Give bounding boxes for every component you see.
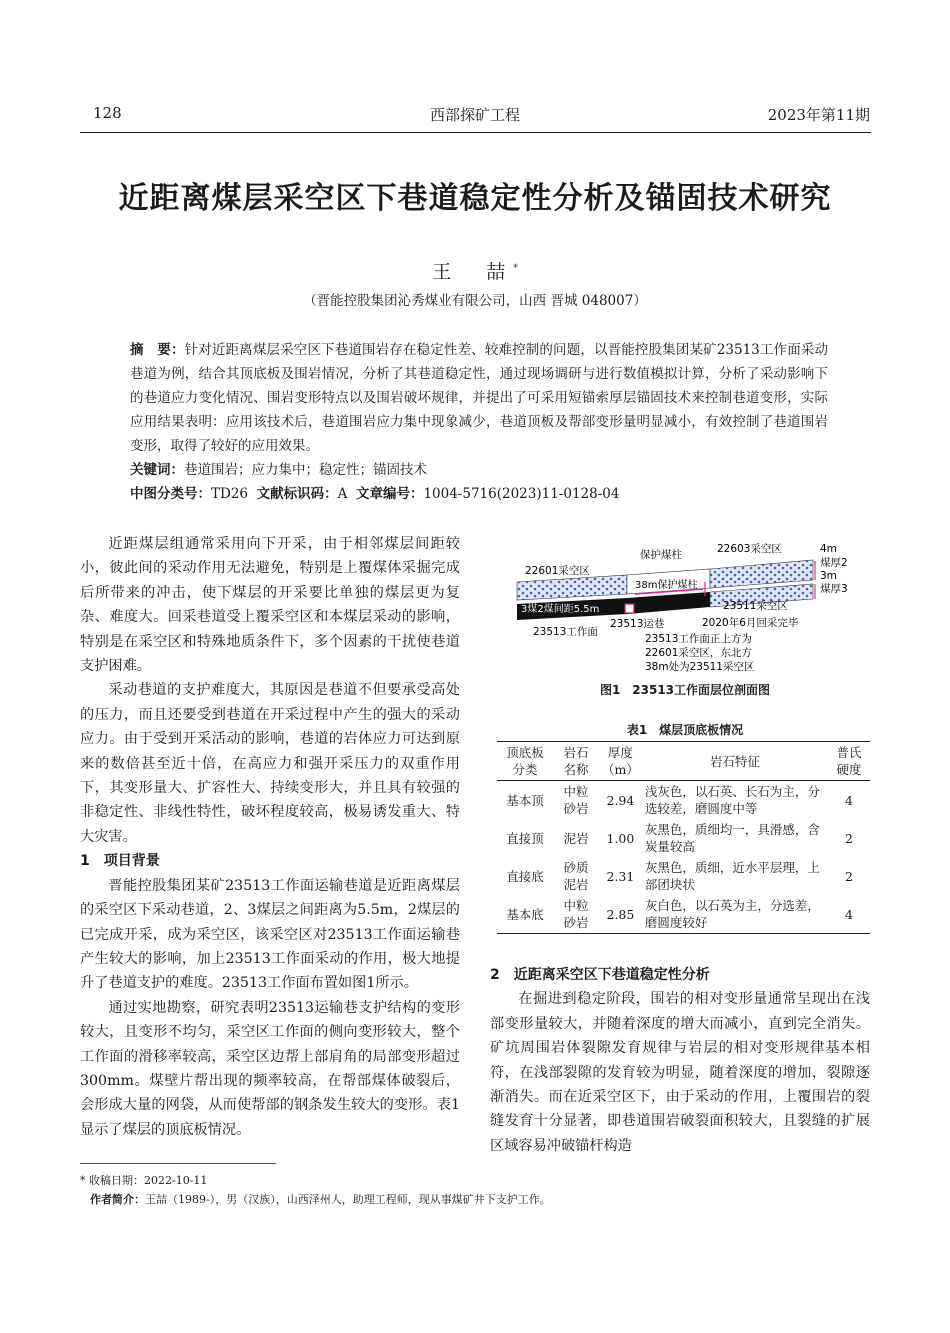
table-header: 岩石特征 <box>709 753 760 769</box>
label-roadway: 23513运巷 <box>610 618 665 630</box>
body-paragraph: 通过实地勘察，研究表明23513运输巷支护结构的变形较大，且变形不均匀，采空区工作面的侧向变形较大，整个工作面的滑移率较高，采空区边帮上部肩角的局部变形超过300mm。煤壁片帮出现的频率较高，在帮部煤体破裂后，会形成大量的网袋，从而使帮部的钢条发生较大的变形。表1显示了煤层的顶底板情况。 <box>80 999 460 1138</box>
table-cell: 灰黑色，质细，近水平层理，上部团块状 <box>644 860 820 892</box>
table-cell: 2.31 <box>606 868 635 884</box>
header-rule <box>80 132 871 133</box>
label-goaf-22601: 22601采空区 <box>525 565 590 577</box>
table-cell: 基本底 <box>506 906 544 922</box>
table-cell: 直接顶 <box>506 830 544 846</box>
transport-roadway <box>625 604 634 613</box>
label-seam2: 煤厚2 <box>820 557 848 569</box>
table-cell: 中粒 砂岩 <box>563 898 589 930</box>
table-cell: 直接底 <box>506 868 544 884</box>
table-cell: 4 <box>845 906 853 922</box>
section-heading: 1 项目背景 <box>80 853 160 870</box>
table-1-caption: 表1 煤层顶底板情况 <box>626 723 744 737</box>
abstract-label: 摘 要： <box>130 342 185 358</box>
table-cell: 灰黑色，质细均一，具滑感，含炭量较高 <box>644 822 820 854</box>
author-bio <box>90 1191 551 1207</box>
goaf-22601 <box>517 575 627 600</box>
table-cell: 2.94 <box>606 792 635 808</box>
table-row <box>497 857 870 895</box>
label-note-2: 22601采空区，东北方 <box>645 647 752 659</box>
label-pillar-38: 38m保护煤柱 <box>635 580 698 591</box>
table-1 <box>497 741 870 934</box>
label-3m: 3m <box>820 570 837 582</box>
doc-code-label: 文献标识码： <box>256 486 338 502</box>
seam-3-pillar <box>627 592 710 614</box>
label-4m: 4m <box>820 543 837 555</box>
table-header-row <box>497 742 870 781</box>
table-cell: 2 <box>845 830 853 846</box>
label-seam3: 煤厚3 <box>820 583 848 595</box>
label-note-1: 23513工作面正上方为 <box>645 633 752 645</box>
classification <box>130 482 828 506</box>
journal-name: 西部探矿工程 <box>429 106 520 124</box>
table-row <box>497 781 870 820</box>
table-cell: 2 <box>845 868 853 884</box>
table-cell: 1.00 <box>606 830 635 846</box>
label-face: 23513工作面 <box>533 626 598 638</box>
right-column <box>490 963 870 1158</box>
abstract <box>130 338 828 458</box>
footnote-rule <box>80 1163 276 1164</box>
figure-1-caption: 图1 23513工作面层位剖面图 <box>599 683 771 697</box>
table-cell: 基本顶 <box>506 792 544 808</box>
table-header: 顶底板 分类 <box>506 745 544 777</box>
author-mark: * <box>513 263 518 274</box>
table-cell: 2.85 <box>606 906 635 922</box>
article-number-label: 文章编号： <box>355 486 424 502</box>
section-heading: 2 近距离采空区下巷道稳定性分析 <box>490 967 710 983</box>
table-header: 普氏 硬度 <box>836 745 862 777</box>
label-pillar: 保护煤柱 <box>640 549 682 561</box>
issue-label: 2023年第11期 <box>767 106 870 124</box>
paper-title: 近距离煤层采空区下巷道稳定性分析及锚固技术研究 <box>118 181 832 216</box>
received-date: * 收稿日期：2022-10-11 <box>80 1174 208 1187</box>
author <box>0 257 950 284</box>
label-note-3: 38m处为23511采空区 <box>645 661 755 673</box>
abstract-text: 针对近距离煤层采空区下巷道围岩存在稳定性差、较难控制的问题，以晋能控股集团某矿23513工作面采动巷道为例，结合其顶底板及围岩情况，分析了其巷道稳定性，通过现场调研与进行数值模拟计算，分析了采动影响下的巷道应力变化情况、围岩变形特点以及围岩破坏规律，并提出了可采用短锚索厚层锚固技术来控制巷道变形，实际应用结果表明：应用该技术后，巷道围岩应力集中现象减少，巷道顶板及帮部变形量明显减小，有效控制了巷道围岩变形，取得了较好的应用效果。 <box>130 342 828 454</box>
figure-1-diagram <box>505 528 865 676</box>
article-number-value: 1004-5716(2023)11-0128-04 <box>423 486 620 502</box>
author-name: 王 喆 <box>432 261 514 283</box>
table-1-wrapper <box>497 741 870 934</box>
label-goaf-22603: 22603采空区 <box>717 543 782 555</box>
clc-value: TD26 <box>211 486 249 502</box>
label-recovery: 2020年6月回采完毕 <box>702 617 799 629</box>
body-paragraph: 晋能控股集团某矿23513工作面运输巷道是近距离煤层的采空区下采动巷道，2、3煤层之间距离为5.5m，2煤层的已完成开采，成为采空区，该采空区对23513工作面运输巷产生较大的影响，加上23513工作面采动的作用，极大地提升了巷道支护的难度。23513工作面布置如图1所示。 <box>80 877 460 992</box>
author-bio-label: 作者简介： <box>90 1193 145 1206</box>
body-paragraph: 在掘进到稳定阶段，围岩的相对变形量通常呈现出在浅部变形量较大，并随着深度的增大而减小，直到完全消失。矿坑周围岩体裂隙发育规律与岩层的相对变形规律基本相符，在浅部裂隙的发育较为明显，随着深度的增加，裂隙逐渐消失。而在近采空区下，由于采动的作用，上覆围岩的裂缝发育十分显著，即巷道围岩破裂面积较大，且裂缝的扩展区域容易冲破锚杆构造 <box>490 991 870 1154</box>
page-number: 128 <box>93 104 122 122</box>
table-cell: 砂质 泥岩 <box>563 860 589 892</box>
table-row <box>497 819 870 857</box>
table-cell: 泥岩 <box>563 830 589 846</box>
goaf-22603 <box>710 560 813 588</box>
table-row <box>497 895 870 934</box>
keywords-text: 巷道围岩；应力集中；稳定性；锚固技术 <box>184 462 427 478</box>
body-paragraph: 近距煤层组通常采用向下开采，由于相邻煤层间距较小，彼此间的采动作用无法避免，特别是上覆煤体采掘完成后所带来的冲击，使下煤层的开采要比单独的煤层更为复杂、难度大。回采巷道受上覆采空区和本煤层采动的影响，特别是在采空区和特殊地质条件下，多个因素的干扰使巷道支护困难。 <box>80 536 460 675</box>
label-spacing-text: 3煤2煤间距5.5m <box>521 604 600 615</box>
keywords-label: 关键词： <box>130 462 184 478</box>
table-cell: 灰白色，以石英为主，分选差，磨圆度较好 <box>644 898 820 930</box>
table-cell: 4 <box>845 792 853 808</box>
doc-code-value: A <box>337 486 348 502</box>
body-paragraph: 采动巷道的支护难度大，其原因是巷道不但要承受高处的压力，而且还要受到巷道在开采过程中产生的强大的采动应力。由于受到开采活动的影响，巷道的岩体应力可达到原来的数倍甚至近十倍，在高应力和强开采压力的双重作用下，其变形量大、扩容性大、持续变形大，并且具有较强的非稳定性、非线性特性，破坏程度较高，极易诱发重大、特大灾害。 <box>80 682 460 845</box>
affiliation: （晋能控股集团沁秀煤业有限公司，山西 晋城 048007） <box>303 293 647 309</box>
label-spacing <box>521 602 599 615</box>
table-cell: 浅灰色，以石英、长石为主，分选较差，磨圆度中等 <box>644 784 820 816</box>
table-header: 岩石 名称 <box>563 745 589 777</box>
left-column <box>80 532 460 1142</box>
table-cell: 中粒 砂岩 <box>563 784 589 816</box>
label-goaf-23511: 23511采空区 <box>723 600 788 612</box>
clc-label: 中图分类号： <box>130 486 211 502</box>
keywords <box>130 458 828 482</box>
table-header: 厚度 （m） <box>602 745 639 777</box>
author-bio-text: 王喆（1989-），男（汉族），山西泽州人，助理工程师，现从事煤矿井下支护工作。 <box>145 1193 551 1206</box>
abstract-block <box>130 338 828 506</box>
